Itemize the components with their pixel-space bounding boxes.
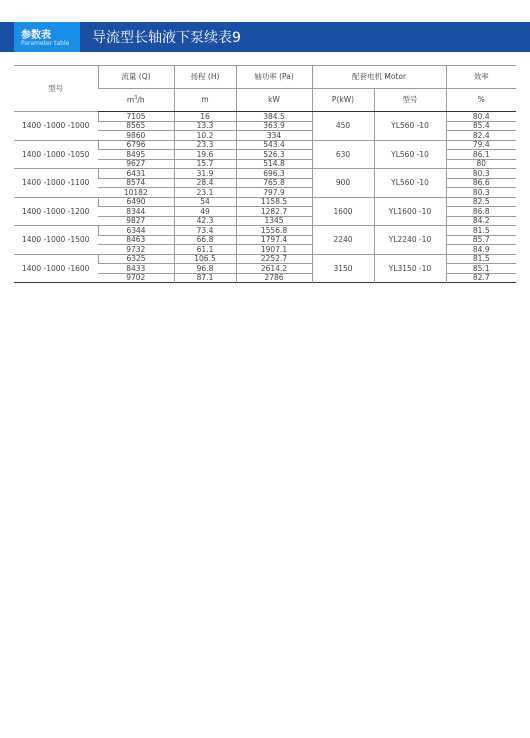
header-head: 扬程 (H): [174, 66, 236, 89]
cell-head: 54: [174, 197, 236, 207]
cell-flow: 6344: [98, 226, 174, 236]
cell-flow: 8463: [98, 235, 174, 245]
section-tag: [14, 22, 80, 52]
cell-flow: 8344: [98, 207, 174, 217]
table-row: [14, 140, 516, 150]
header-model: 型号: [14, 66, 98, 112]
cell-efficiency: 82.4: [446, 131, 516, 141]
section-tag-label: 参数表: [21, 30, 51, 41]
header-efficiency: 效率: [446, 66, 516, 89]
cell-flow: 7105: [98, 112, 174, 122]
cell-head: 16: [174, 112, 236, 122]
cell-head: 28.4: [174, 178, 236, 188]
cell-power: 526.3: [236, 150, 312, 160]
cell-model: 1400 -1000 -1200: [14, 197, 98, 226]
cell-head: 15.7: [174, 159, 236, 169]
cell-head: 10.2: [174, 131, 236, 141]
cell-efficiency: 80.4: [446, 112, 516, 122]
cell-power: 543.4: [236, 140, 312, 150]
unit-flow-rest: /h: [137, 95, 145, 105]
cell-motor-power: 1600: [312, 197, 374, 226]
header-motor: 配套电机 Motor: [312, 66, 446, 89]
cell-efficiency: 86.6: [446, 178, 516, 188]
cell-power: 765.8: [236, 178, 312, 188]
cell-power: 514.8: [236, 159, 312, 169]
cell-power: 696.3: [236, 169, 312, 179]
cell-efficiency: 84.9: [446, 245, 516, 255]
cell-efficiency: 86.8: [446, 207, 516, 217]
cell-efficiency: 79.4: [446, 140, 516, 150]
unit-flow: [98, 89, 174, 112]
cell-flow: 9827: [98, 216, 174, 226]
cell-head: 96.8: [174, 264, 236, 274]
cell-efficiency: 85.1: [446, 264, 516, 274]
cell-head: 19.6: [174, 150, 236, 160]
cell-flow: 9860: [98, 131, 174, 141]
cell-efficiency: 84.2: [446, 216, 516, 226]
cell-power: 1158.5: [236, 197, 312, 207]
cell-model: 1400 -1000 -1100: [14, 169, 98, 198]
cell-motor-power: 3150: [312, 254, 374, 283]
unit-power: kW: [236, 89, 312, 112]
cell-efficiency: 81.5: [446, 226, 516, 236]
cell-head: 13.3: [174, 121, 236, 131]
cell-motor-model: YL560 -10: [374, 112, 446, 141]
cell-motor-model: YL3150 -10: [374, 254, 446, 283]
cell-power: 384.5: [236, 112, 312, 122]
page-title: 导流型长轴液下泵续表9: [92, 30, 241, 46]
cell-flow: 8495: [98, 150, 174, 160]
unit-flow-exponent: 3: [134, 95, 138, 101]
table-row: [14, 254, 516, 264]
header-flow: 流量 (Q): [98, 66, 174, 89]
unit-head: m: [174, 89, 236, 112]
unit-motor-power: P(kW): [312, 89, 374, 112]
table-row: [14, 197, 516, 207]
cell-head: 87.1: [174, 273, 236, 283]
cell-power: 1556.8: [236, 226, 312, 236]
cell-efficiency: 85.7: [446, 235, 516, 245]
cell-power: 363.9: [236, 121, 312, 131]
cell-efficiency: 86.1: [446, 150, 516, 160]
header-row: [14, 66, 516, 89]
cell-motor-model: YL2240 -10: [374, 226, 446, 255]
cell-efficiency: 82.7: [446, 273, 516, 283]
cell-head: 23.1: [174, 188, 236, 198]
cell-motor-power: 2240: [312, 226, 374, 255]
cell-head: 23.3: [174, 140, 236, 150]
header-power: 轴功率 (Pa): [236, 66, 312, 89]
parameter-table: [14, 65, 516, 283]
unit-motor-model: 型号: [374, 89, 446, 112]
section-tag-sublabel: Parameter table: [21, 40, 70, 47]
cell-power: 334: [236, 131, 312, 141]
cell-power: 1345: [236, 216, 312, 226]
unit-flow-base: m: [126, 95, 135, 105]
cell-motor-power: 450: [312, 112, 374, 141]
cell-flow: 6431: [98, 169, 174, 179]
cell-power: 1797.4: [236, 235, 312, 245]
cell-flow: 8574: [98, 178, 174, 188]
table-row: [14, 169, 516, 179]
table-row: [14, 112, 516, 122]
cell-flow: 8433: [98, 264, 174, 274]
cell-efficiency: 80.3: [446, 188, 516, 198]
cell-head: 31.9: [174, 169, 236, 179]
cell-efficiency: 80.3: [446, 169, 516, 179]
cell-flow: 6490: [98, 197, 174, 207]
cell-flow: 10182: [98, 188, 174, 198]
cell-model: 1400 -1000 -1050: [14, 140, 98, 169]
cell-power: 2252.7: [236, 254, 312, 264]
cell-flow: 8565: [98, 121, 174, 131]
cell-flow: 9702: [98, 273, 174, 283]
cell-motor-model: YL560 -10: [374, 169, 446, 198]
table-body: [14, 112, 516, 283]
cell-efficiency: 81.5: [446, 254, 516, 264]
cell-power: 2614.2: [236, 264, 312, 274]
cell-power: 2786: [236, 273, 312, 283]
cell-efficiency: 80: [446, 159, 516, 169]
cell-model: 1400 -1000 -1600: [14, 254, 98, 283]
cell-power: 1907.1: [236, 245, 312, 255]
cell-power: 1282.7: [236, 207, 312, 217]
unit-efficiency: %: [446, 89, 516, 112]
cell-efficiency: 82.5: [446, 197, 516, 207]
cell-head: 42.3: [174, 216, 236, 226]
cell-flow: 9732: [98, 245, 174, 255]
cell-head: 66.8: [174, 235, 236, 245]
cell-model: 1400 -1000 -1000: [14, 112, 98, 141]
cell-flow: 6325: [98, 254, 174, 264]
cell-flow: 6796: [98, 140, 174, 150]
cell-model: 1400 -1000 -1500: [14, 226, 98, 255]
cell-motor-power: 630: [312, 140, 374, 169]
cell-power: 797.9: [236, 188, 312, 198]
cell-efficiency: 85.4: [446, 121, 516, 131]
cell-motor-model: YL560 -10: [374, 140, 446, 169]
cell-head: 49: [174, 207, 236, 217]
cell-head: 106.5: [174, 254, 236, 264]
cell-motor-power: 900: [312, 169, 374, 198]
table-row: [14, 226, 516, 236]
cell-head: 61.1: [174, 245, 236, 255]
cell-motor-model: YL1600 -10: [374, 197, 446, 226]
cell-flow: 9627: [98, 159, 174, 169]
cell-head: 73.4: [174, 226, 236, 236]
